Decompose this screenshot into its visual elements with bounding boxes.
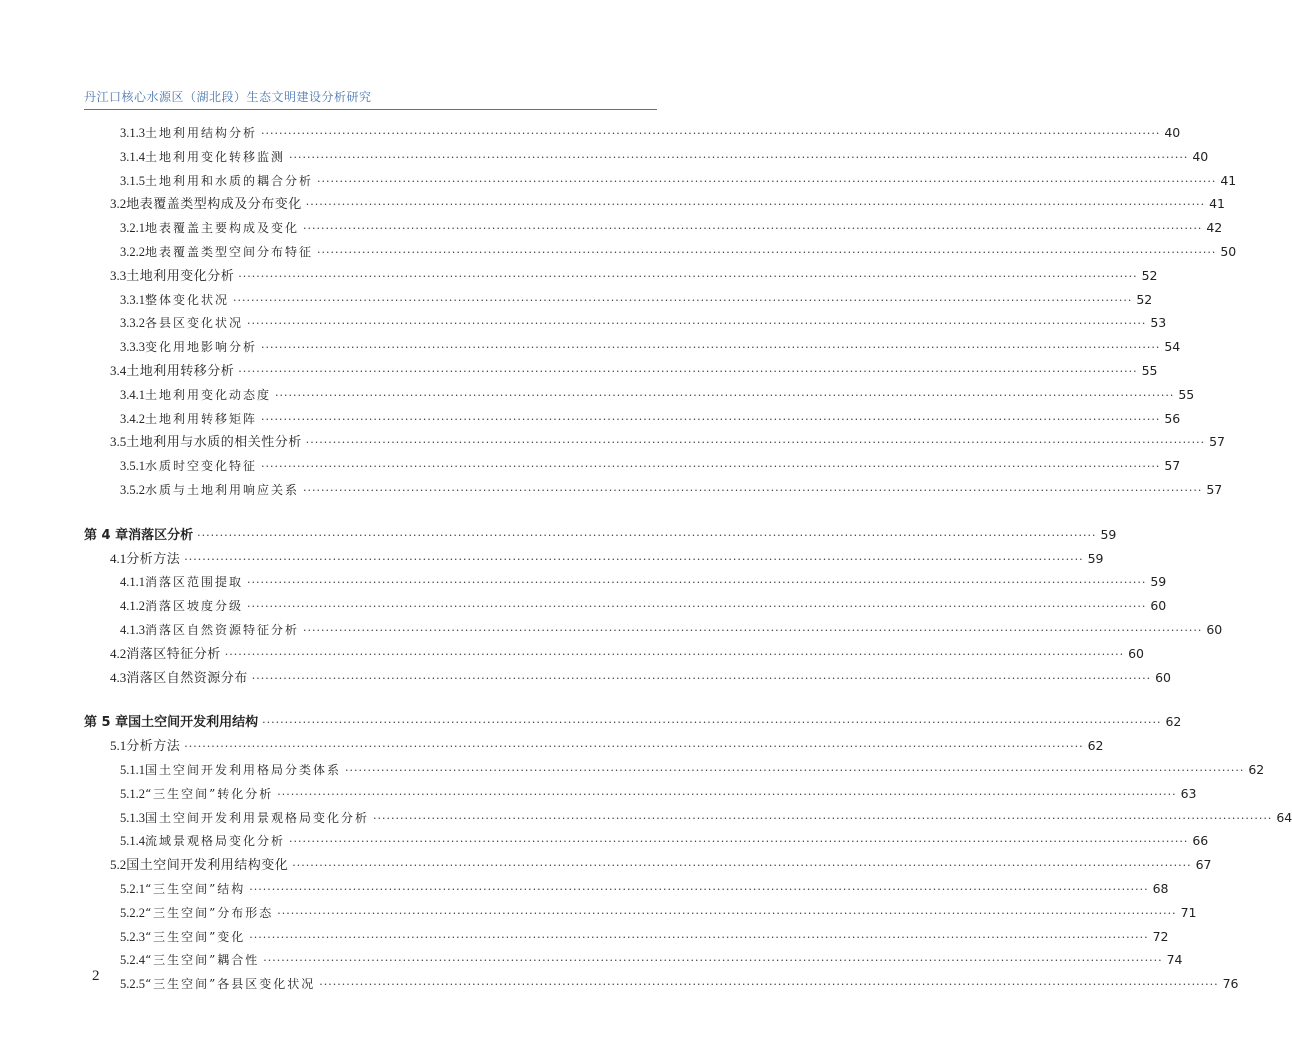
- page-number: 2: [92, 968, 100, 984]
- toc-leader-dots: ········································································································································································································: [251, 671, 1152, 685]
- toc-entry-title: 消落区坡度分级: [145, 599, 244, 614]
- toc-subsection-entry[interactable]: [84, 288, 1153, 312]
- toc-entry-title: 土地利用转移分析: [126, 363, 235, 379]
- toc-entry-page: 41: [1220, 172, 1237, 188]
- toc-section-entry[interactable]: [84, 642, 1144, 666]
- toc-entry-title: 国土空间开发利用格局分类体系: [145, 762, 342, 777]
- toc-subsection-entry[interactable]: [84, 121, 1181, 145]
- toc-subsection-entry[interactable]: [84, 618, 1223, 642]
- toc-entry-page: 53: [1150, 315, 1167, 331]
- toc-subsection-entry[interactable]: [84, 758, 1265, 782]
- toc-entry-page: 41: [1209, 196, 1225, 212]
- toc-subsection-entry[interactable]: [84, 570, 1167, 594]
- toc-entry-page: 76: [1222, 976, 1239, 992]
- toc-entry-number: 4.3: [110, 669, 127, 685]
- toc-entry-title: 地表覆盖主要构成及变化: [145, 221, 300, 236]
- toc-entry-page: 68: [1152, 880, 1169, 896]
- toc-section-entry[interactable]: [84, 359, 1158, 383]
- toc-section-entry[interactable]: [84, 264, 1158, 288]
- toc-entry-number: 4.1.3: [120, 622, 145, 637]
- toc-entry-number: 3.1.5: [120, 173, 145, 188]
- toc-entry-title: “三生空间”转化分析: [145, 786, 274, 801]
- toc-entry-page: 57: [1164, 458, 1181, 474]
- toc-leader-dots: ········································································································································································································: [305, 198, 1206, 212]
- toc-entry-page: 50: [1220, 243, 1237, 259]
- toc-entry-number: 3.1.4: [120, 149, 145, 164]
- toc-entry-page: 60: [1150, 598, 1167, 614]
- toc-leader-dots: ········································································································································································································: [247, 576, 1147, 590]
- toc-subsection-entry[interactable]: [84, 829, 1209, 853]
- toc-leader-dots: ········································································································································································································: [303, 222, 1203, 236]
- toc-entry-page: 55: [1178, 386, 1195, 402]
- toc-entry-page: 54: [1164, 339, 1181, 355]
- toc-leader-dots: ········································································································································································································: [303, 483, 1203, 497]
- toc-section-entry[interactable]: [84, 853, 1212, 877]
- toc-section-entry[interactable]: [84, 666, 1171, 690]
- toc-entry-number: 4.1.1: [120, 575, 145, 590]
- toc-leader-dots: ········································································································································································································: [292, 859, 1192, 873]
- toc-entry-title: 水质与土地利用响应关系: [145, 482, 300, 497]
- toc-entry-title: “三生空间”耦合性: [145, 953, 260, 968]
- toc-subsection-entry[interactable]: [84, 240, 1237, 264]
- toc-entry-page: 57: [1206, 481, 1223, 497]
- toc-entry-page: 62: [1248, 761, 1265, 777]
- toc-chapter-entry[interactable]: [84, 523, 1117, 547]
- toc-leader-dots: ········································································································································································································: [238, 269, 1138, 283]
- toc-subsection-entry[interactable]: [84, 335, 1181, 359]
- toc-entry-page: 56: [1164, 410, 1181, 426]
- toc-subsection-entry[interactable]: [84, 383, 1195, 407]
- toc-entry-page: 74: [1166, 952, 1183, 968]
- toc-subsection-entry[interactable]: [84, 311, 1167, 335]
- toc-subsection-entry[interactable]: [84, 216, 1223, 240]
- toc-entry-title: 消落区分析: [128, 527, 194, 543]
- toc-entry-page: 40: [1164, 125, 1181, 140]
- toc-leader-dots: ········································································································································································································: [261, 460, 1161, 474]
- toc-entry-number: 3.5.1: [120, 459, 145, 474]
- toc-entry-number: 5.2.1: [120, 881, 145, 896]
- toc-subsection-entry[interactable]: [84, 454, 1181, 478]
- toc-entry-page: 67: [1195, 857, 1212, 873]
- toc-entry-number: 5.2: [110, 857, 127, 873]
- toc-entry-page: 60: [1206, 621, 1223, 637]
- toc-leader-dots: ········································································································································································································: [345, 763, 1245, 777]
- toc-entry-page: 60: [1128, 645, 1144, 661]
- toc-entry-number: 4.1: [110, 550, 127, 566]
- toc-entry-title: “三生空间”分布形态: [145, 905, 274, 920]
- toc-entry-page: 62: [1165, 714, 1182, 730]
- toc-leader-dots: ········································································································································································································: [261, 127, 1161, 140]
- toc-entry-title: 各县区变化状况: [145, 316, 244, 331]
- toc-leader-dots: ········································································································································································································: [275, 388, 1175, 402]
- toc-entry-title: 地表覆盖类型空间分布特征: [145, 244, 314, 259]
- toc-entry-page: 59: [1087, 550, 1104, 566]
- toc-entry-title: 消落区范围提取: [145, 575, 244, 590]
- toc-leader-dots: ········································································································································································································: [249, 882, 1149, 896]
- toc-leader-dots: ········································································································································································································: [184, 740, 1084, 754]
- toc-entry-number: 5.2.5: [120, 977, 145, 992]
- toc-entry-number: 第 4 章: [84, 527, 129, 543]
- toc-entry-title: 消落区特征分析: [126, 646, 221, 662]
- toc-subsection-entry[interactable]: [84, 925, 1169, 949]
- toc-leader-dots: ········································································································································································································: [289, 835, 1189, 849]
- toc-entry-number: 5.1: [110, 738, 127, 754]
- toc-entry-number: 3.2.1: [120, 221, 145, 236]
- toc-leader-dots: ········································································································································································································: [317, 245, 1217, 259]
- toc-leader-dots: ········································································································································································································: [261, 341, 1161, 355]
- toc-subsection-entry[interactable]: [84, 901, 1197, 925]
- toc-leader-dots: ········································································································································································································: [303, 623, 1203, 637]
- toc-entry-title: 土地利用变化分析: [126, 268, 235, 284]
- toc-entry-number: 5.1.2: [120, 786, 145, 801]
- toc-entry-title: 消落区自然资源特征分析: [145, 622, 300, 637]
- toc-section-entry[interactable]: [84, 547, 1104, 571]
- toc-leader-dots: ········································································································································································································: [249, 930, 1149, 944]
- toc-entry-number: 3.3: [110, 267, 127, 283]
- toc-leader-dots: ········································································································································································································: [247, 317, 1147, 331]
- toc-leader-dots: ········································································································································································································: [263, 954, 1163, 968]
- toc-leader-dots: ········································································································································································································: [277, 906, 1177, 920]
- toc-entry-page: 59: [1150, 574, 1167, 590]
- toc-leader-dots: ········································································································································································································: [317, 174, 1217, 188]
- toc-entry-number: 3.2.2: [120, 244, 145, 259]
- toc-entry-page: 60: [1155, 669, 1171, 685]
- toc-entry-page: 59: [1100, 526, 1117, 542]
- toc-entry-title: 水质时空变化特征: [145, 459, 258, 474]
- toc-leader-dots: ········································································································································································································: [247, 600, 1147, 614]
- toc-entry-number: 5.1.3: [120, 810, 145, 825]
- toc-leader-dots: ········································································································································································································: [184, 552, 1084, 566]
- toc-subsection-entry[interactable]: [84, 806, 1292, 830]
- toc-entry-number: 4.1.2: [120, 599, 145, 614]
- toc-entry-number: 4.2: [110, 645, 127, 661]
- toc-entry-number: 3.3.2: [120, 316, 145, 331]
- running-header: 丹江口核心水源区（湖北段）生态文明建设分析研究: [84, 90, 372, 104]
- toc-entry-number: 第 5 章: [84, 715, 129, 731]
- toc-leader-dots: ········································································································································································································: [224, 647, 1125, 661]
- toc-gap: [84, 502, 657, 523]
- toc-entry-title: “三生空间”变化: [145, 929, 246, 944]
- toc-entry-page: 63: [1180, 785, 1197, 801]
- toc-entry-number: 3.5: [110, 434, 127, 450]
- toc-subsection-entry[interactable]: [84, 877, 1169, 901]
- toc-entry-page: 52: [1136, 291, 1153, 307]
- toc-entry-page: 62: [1087, 738, 1104, 754]
- toc-entry-title: 国土空间开发利用景观格局变化分析: [145, 810, 370, 825]
- toc-subsection-entry[interactable]: [84, 948, 1183, 972]
- toc-entry-title: 整体变化状况: [145, 292, 230, 307]
- toc-leader-dots: ········································································································································································································: [289, 150, 1189, 164]
- toc-subsection-entry[interactable]: [84, 478, 1223, 502]
- toc-leader-dots: ········································································································································································································: [373, 811, 1273, 825]
- toc-leader-dots: ········································································································································································································: [261, 412, 1161, 426]
- toc-entry-number: 3.4: [110, 362, 127, 378]
- toc-entry-page: 71: [1180, 904, 1197, 920]
- toc-entry-page: 52: [1141, 267, 1158, 283]
- toc-entry-number: 5.2.4: [120, 953, 145, 968]
- toc-gap: [84, 689, 657, 710]
- toc-entry-number: 3.4.1: [120, 387, 145, 402]
- toc-entry-title: 变化用地影响分析: [145, 340, 258, 355]
- toc-subsection-entry[interactable]: [84, 594, 1167, 618]
- toc-entry-page: 64: [1276, 809, 1292, 825]
- toc-entry-page: 42: [1206, 220, 1223, 236]
- toc-entry-title: 土地利用变化动态度: [145, 387, 272, 402]
- toc-entry-number: 3.4.2: [120, 411, 145, 426]
- toc-entry-title: 土地利用与水质的相关性分析: [126, 435, 302, 451]
- toc-entry-page: 72: [1152, 928, 1169, 944]
- toc-entry-page: 57: [1209, 434, 1225, 450]
- toc-entry-page: 55: [1141, 362, 1158, 378]
- toc-entry-number: 3.1.3: [120, 126, 145, 140]
- toc-entry-number: 3.5.2: [120, 482, 145, 497]
- toc-leader-dots: ········································································································································································································: [319, 978, 1219, 992]
- toc-entry-title: 流域景观格局变化分析: [145, 834, 286, 849]
- toc-entry-title: 国土空间开发利用结构: [128, 715, 259, 731]
- toc-entry-title: 地表覆盖类型构成及分布变化: [126, 197, 302, 213]
- toc-entry-number: 5.1.1: [120, 762, 145, 777]
- header-rule: [84, 109, 657, 110]
- toc-entry-number: 5.1.4: [120, 834, 145, 849]
- toc-subsection-entry[interactable]: [84, 145, 1209, 169]
- toc-subsection-entry[interactable]: [84, 972, 1239, 996]
- toc-entry-title: 分析方法: [126, 551, 181, 567]
- toc-entry-title: 土地利用转移矩阵: [145, 411, 258, 426]
- toc-entry-number: 5.2.2: [120, 905, 145, 920]
- toc-entry-title: 消落区自然资源分布: [126, 670, 248, 686]
- toc-section-entry[interactable]: [84, 430, 1225, 454]
- toc-entry-title: “三生空间”各县区变化状况: [145, 977, 316, 992]
- toc-entry-page: 40: [1192, 148, 1209, 164]
- toc-leader-dots: ········································································································································································································: [277, 787, 1177, 801]
- toc-entry-number: 3.3.1: [120, 292, 145, 307]
- toc-entry-number: 3.2: [110, 196, 127, 212]
- toc-subsection-entry[interactable]: [84, 169, 1237, 193]
- toc-entry-title: 土地利用变化转移监测: [145, 149, 286, 164]
- toc-entry-number: 5.2.3: [120, 929, 145, 944]
- toc-leader-dots: ········································································································································································································: [197, 528, 1097, 542]
- toc-chapter-entry[interactable]: [84, 710, 1182, 734]
- toc-entry-title: 土地利用结构分析: [145, 126, 258, 140]
- toc-leader-dots: ········································································································································································································: [233, 293, 1133, 307]
- toc-entry-title: 国土空间开发利用结构变化: [126, 858, 289, 874]
- toc-entry-title: 土地利用和水质的耦合分析: [145, 173, 314, 188]
- toc-entry-title: “三生空间”结构: [145, 881, 246, 896]
- toc-subsection-entry[interactable]: [84, 407, 1181, 431]
- toc-entry-page: 66: [1192, 833, 1209, 849]
- table-of-contents: [84, 121, 1292, 996]
- toc-leader-dots: ········································································································································································································: [305, 436, 1206, 450]
- toc-leader-dots: ········································································································································································································: [262, 716, 1162, 730]
- toc-entry-number: 3.3.3: [120, 340, 145, 355]
- toc-section-entry[interactable]: [84, 192, 1225, 216]
- toc-entry-title: 分析方法: [126, 739, 181, 755]
- toc-leader-dots: ········································································································································································································: [238, 364, 1138, 378]
- toc-subsection-entry[interactable]: [84, 782, 1197, 806]
- toc-section-entry[interactable]: [84, 734, 1104, 758]
